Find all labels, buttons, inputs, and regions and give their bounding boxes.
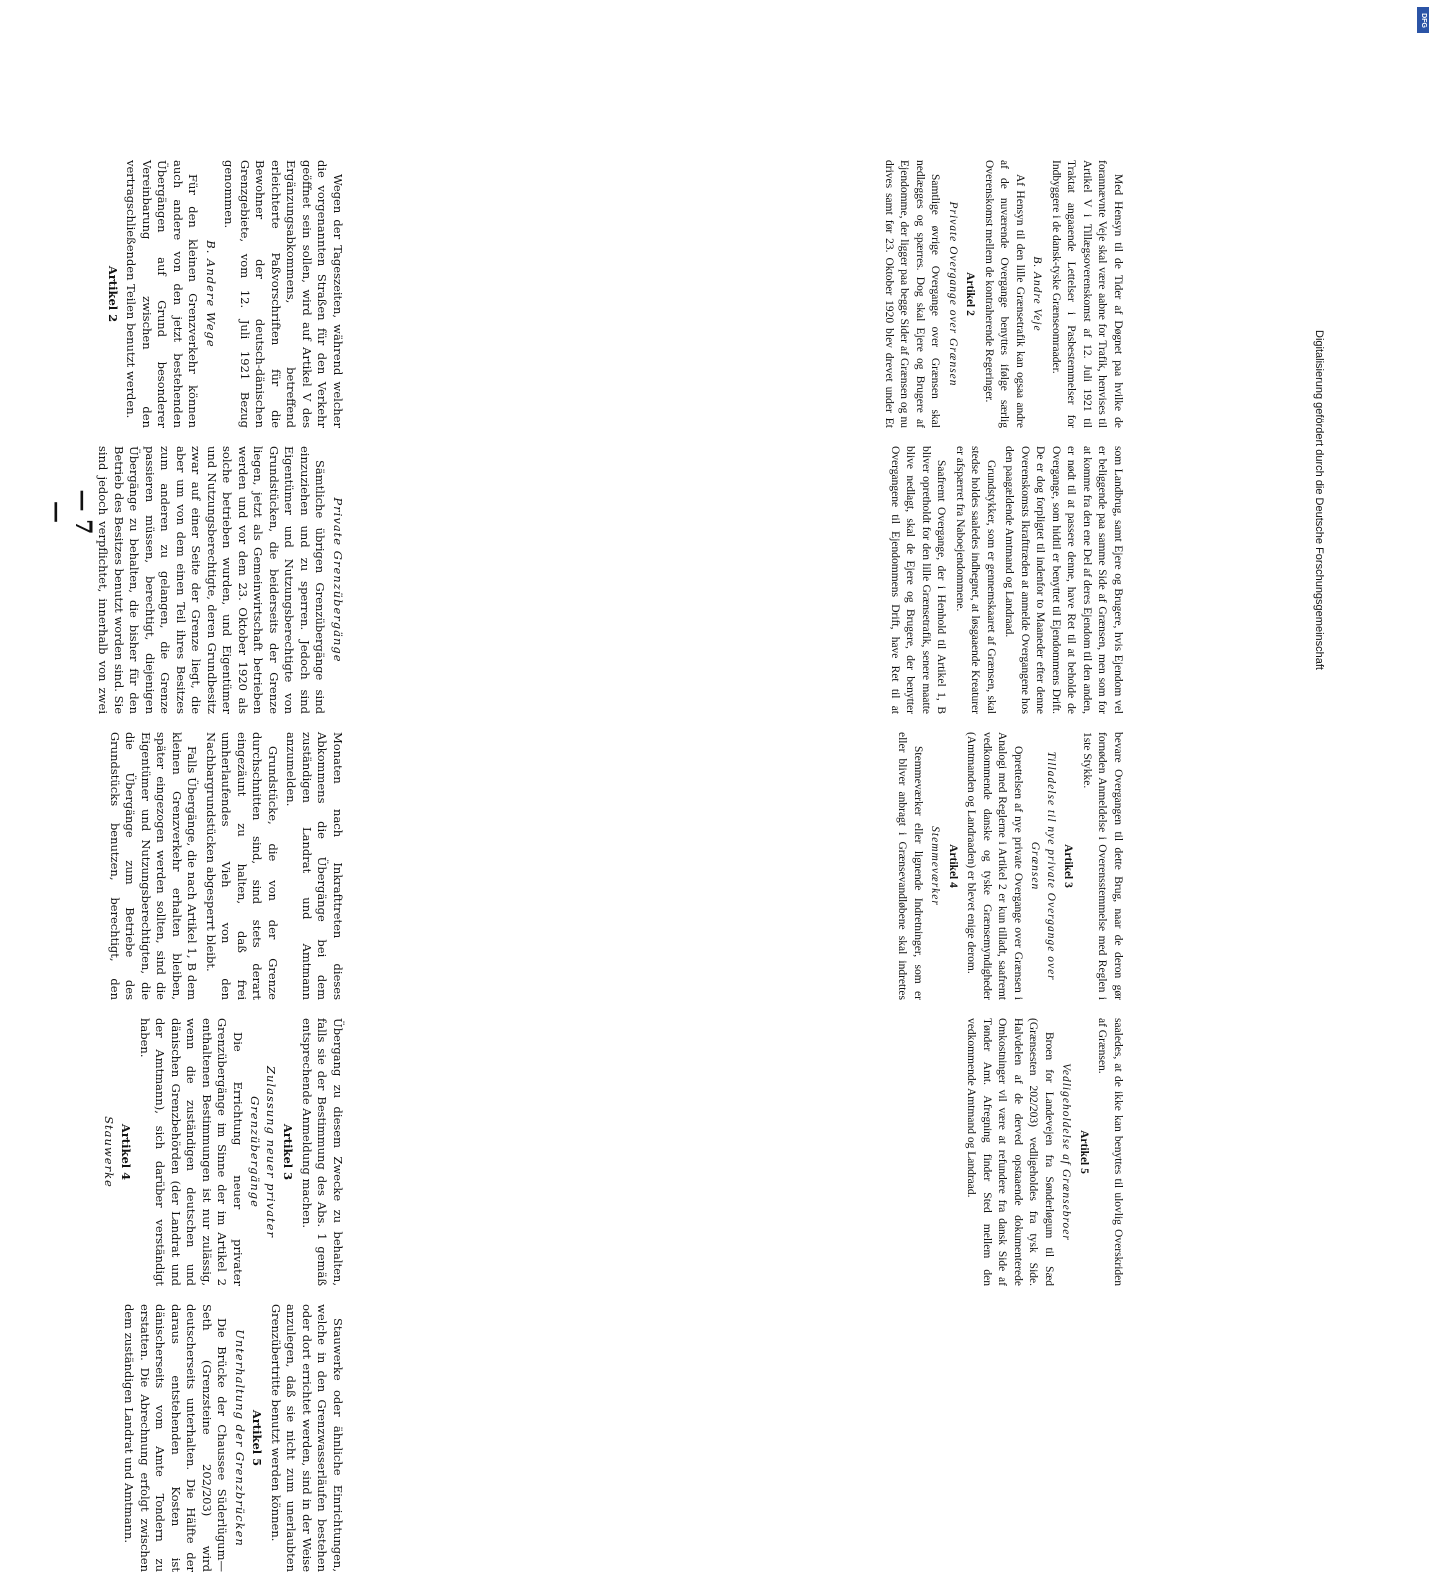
german-text-column: [95, 160, 345, 1572]
danish-heading: Artikel 5: [1078, 1130, 1090, 1174]
german-subheading: Stauwerke: [102, 1116, 116, 1188]
danish-paragraph: Samtlige øvrige Overgange over Grænsen skal nedlægges og spærres. Dog skal Ejere og Brugere af Ejendomme, der ligger paa begge Sider af Grænsen og nu drives samt før 23. Oktober 1920 blev drevet under Et som Landbrug, samt Ejere og Brugere, hvis Ejendom vel er beliggende paa samme Side af Grænsen, men som for at komme fra den ene Del af deres Ejendom til den anden, er nødt til at passere denne, have Ret til at beholde de Overgange, som hidtil er benyttet til Ejendommens Drift. De er dog forpligtet til indenfor to Maaneder efter denne Overenskomsts Ikrafttræden at anmelde Overgangene hos den paagældende Amtmand og Landraad.: [883, 160, 1124, 714]
danish-heading: Artikel 4: [947, 844, 959, 888]
danish-subheading: Tilladelse til nye private Overgange over Grænsen: [1029, 751, 1057, 981]
danish-heading: Artikel 2: [964, 272, 977, 316]
danish-subheading: B. Andre Veje: [1031, 256, 1044, 332]
danish-heading: Artikel 3: [1062, 844, 1075, 888]
german-paragraph: Wegen der Tageszeiten, während welcher die vorgenannten Straßen für den Verkehr geöffnet sein sollen, wird auf Artikel V des Ergänzungsabkommens, betreffend erleichterte Paßvorschriften für die Bewohner der deutsch-dänischen Grenzgebiete, vom 12. Juli 1921 Bezug genommen.: [222, 160, 345, 428]
page-number: — 7 —: [44, 489, 96, 535]
german-heading: Artikel 5: [250, 1409, 265, 1467]
german-paragraph: Die Brücke der Chaussee Süderlügum—Seth (Grenzsteine 202/203) wird deutscherseits unterhalten. Die Hälfte der daraus entstehenden Kosten ist dänischerseits vom Amte Tondern zu erstatten. Die Abrechnung erfolgt zwischen dem zuständigen Landrat und Amtmann.: [122, 1304, 230, 1572]
german-subheading: Private Grenzübergänge: [331, 497, 345, 663]
german-paragraph: Für den kleinen Grenzverkehr können auch andere von den jetzt bestehenden Übergängen auf Grund besonderer Vereinbarung zwischen den vertragschließenden Teilen benutzt werden.: [124, 160, 201, 428]
german-paragraph: Die Errichtung neuer privater Grenzübergänge im Sinne der im Artikel 2 enthaltenen Bestimmungen ist nur zulässig, wenn die zuständigen deutschen und dänischen Grenzbehörden (der Landrat und der Amtmann), sich darüber verständigt haben.: [138, 1018, 245, 1286]
german-heading: Artikel 4: [119, 1123, 134, 1181]
danish-subheading: Stemmeværker: [929, 826, 942, 906]
digitization-footer: Digitalisierung gefördert durch die Deutsche Forschungsgemeinschaft: [1313, 330, 1325, 670]
danish-paragraph: Broen for Landevejen fra Sønderløgum til Sæd (Grænsesten 202/203) vedligeholdes fra tysk Side. Halvdelen af de derved opstaaende dokumenterede Omkostninger vil være at refundere fra dansk Side af Tønder Amt. Afregning finder Sted mellem den vedkommende Amtmand og Landraad.: [965, 1018, 1055, 1286]
danish-paragraph: Saafremt Overgange, der i Henhold til Artikel 1, B bliver opretholdt for den lille Grænsetrafik, senere maatte blive nedlagt, skal de Ejere og Brugere, der benytter Overgangene til Ejendommens Drift, have Ret til at bevare Overgangen til dette Brug, naar de deron gør fornøden Anmeldelse i Overensstemmelse med Reglen i 1ste Stykke.: [889, 446, 1124, 1000]
danish-paragraph: Med Hensyn til de Tider af Døgnet paa hvilke de forannævnte Veje skal være aabne for Trafik, henvises til Artikel V i Tillægsoverenskomst af 12. Juli 1921 til Traktat angaaende Lettelser i Pasbestemmelser for Indbyggere i de dansk-tyske Grænseomraader.: [1050, 160, 1124, 428]
german-paragraph: Grundstücke, die von der Grenze durchschnitten sind, sind stets derart eingezäunt zu halten, daß frei umherlaufendes Vieh von den Nachbargrundstücken abgesperrt bleibt.: [204, 732, 280, 1000]
danish-subheading: Vedligeholdelse af Grænsebroer: [1060, 1063, 1073, 1241]
danish-paragraph: Af Hensyn til den lille Grænsetrafik kan ogsaa andre af de nuværende Overgange benyttes ifølge særlig Overenskomst mellem de kontraherende Regeringer.: [983, 160, 1026, 428]
dfg-logo: DFG: [1417, 7, 1429, 33]
german-heading: Artikel 2: [106, 265, 120, 323]
danish-text-column: [875, 160, 1125, 1286]
german-paragraph: Stauwerke oder ähnliche Einrichtungen, welche in den Grenzwasserläufen bestehen oder dort errichtet werden, sind in der Weise anzulegen, daß sie nicht zum unerlaubten Grenzübertritte benutzt werden können.: [269, 1304, 345, 1572]
german-heading: Artikel 3: [281, 1123, 296, 1181]
german-subheading: B. Andere Wege: [204, 240, 218, 348]
german-subheading: Zulassung neuer privater Grenzübergänge: [248, 1066, 278, 1238]
danish-paragraph: Grundstykker, som er gennemskaaret af Grænsen, skal stedse holdes saaledes indhegnet, at løsgaaende Kreaturer er afspærret fra Naboejendommene.: [954, 446, 997, 714]
german-paragraph: Falls Übergänge, die nach Artikel 1, B dem kleinen Grenzverkehr erhalten bleiben, später eingezogen werden sollten, sind die Eigentümer und Nutzungsberechtigten, die die Übergänge zum Betriebe des Grundstücks benutzen, berechtigt, den Übergang zu diesem Zwecke zu behalten, falls sie der Bestimmung des Abs. 1 gemäß entsprechende Anmeldung machen.: [108, 732, 345, 1286]
danish-paragraph: Stemmeværker eller lignende Indretninger, som er eller bliver anbragt i Grænsevandløbene skal indrettes saaledes, at de ikke kan benyttes til ulovlig Overskriden af Grænsen.: [896, 732, 1124, 1286]
german-paragraph: Sämtliche übrigen Grenzübergänge sind einzuziehen und zu sperren. Jedoch sind Eigentümer und Nutzungsberechtigte von Grundstücken, die beiderseits der Grenze liegen, jetzt als Gemeinwirtschaft betrieben werden und vor dem 23. Oktober 1920 als solche betrieben wurden, und Eigentümer und Nutzungsberechtigte, deren Grundbesitz zwar auf einer Seite der Grenze liegt, die aber um von dem einen Teil ihres Besitzes zum anderen zu gelangen, die Grenze passieren müssen, berechtigt, diejenigen Übergänge zu behalten, die bisher für den Betrieb des Besitzes benutzt worden sind. Sie sind jedoch verpflichtet, innerhalb von zwei Monaten nach Inkrafttreten dieses Abkommens die Übergänge bei dem zuständigen Landrat und Amtmann anzumelden.: [96, 446, 345, 1000]
german-subheading: Unterhaltung der Grenzbrücken: [233, 1329, 247, 1547]
danish-paragraph: Oprettelsen af nye private Overgange over Grænsen i Analogi med Reglerne i Artikel 2 er kun tilladt, saafremt vedkommende danske og tyske Grænsemyndigheder (Amtmanden og Landraaden) er blevet enige derom.: [965, 732, 1024, 1000]
danish-subheading: Private Overgange over Grænsen: [947, 201, 959, 387]
